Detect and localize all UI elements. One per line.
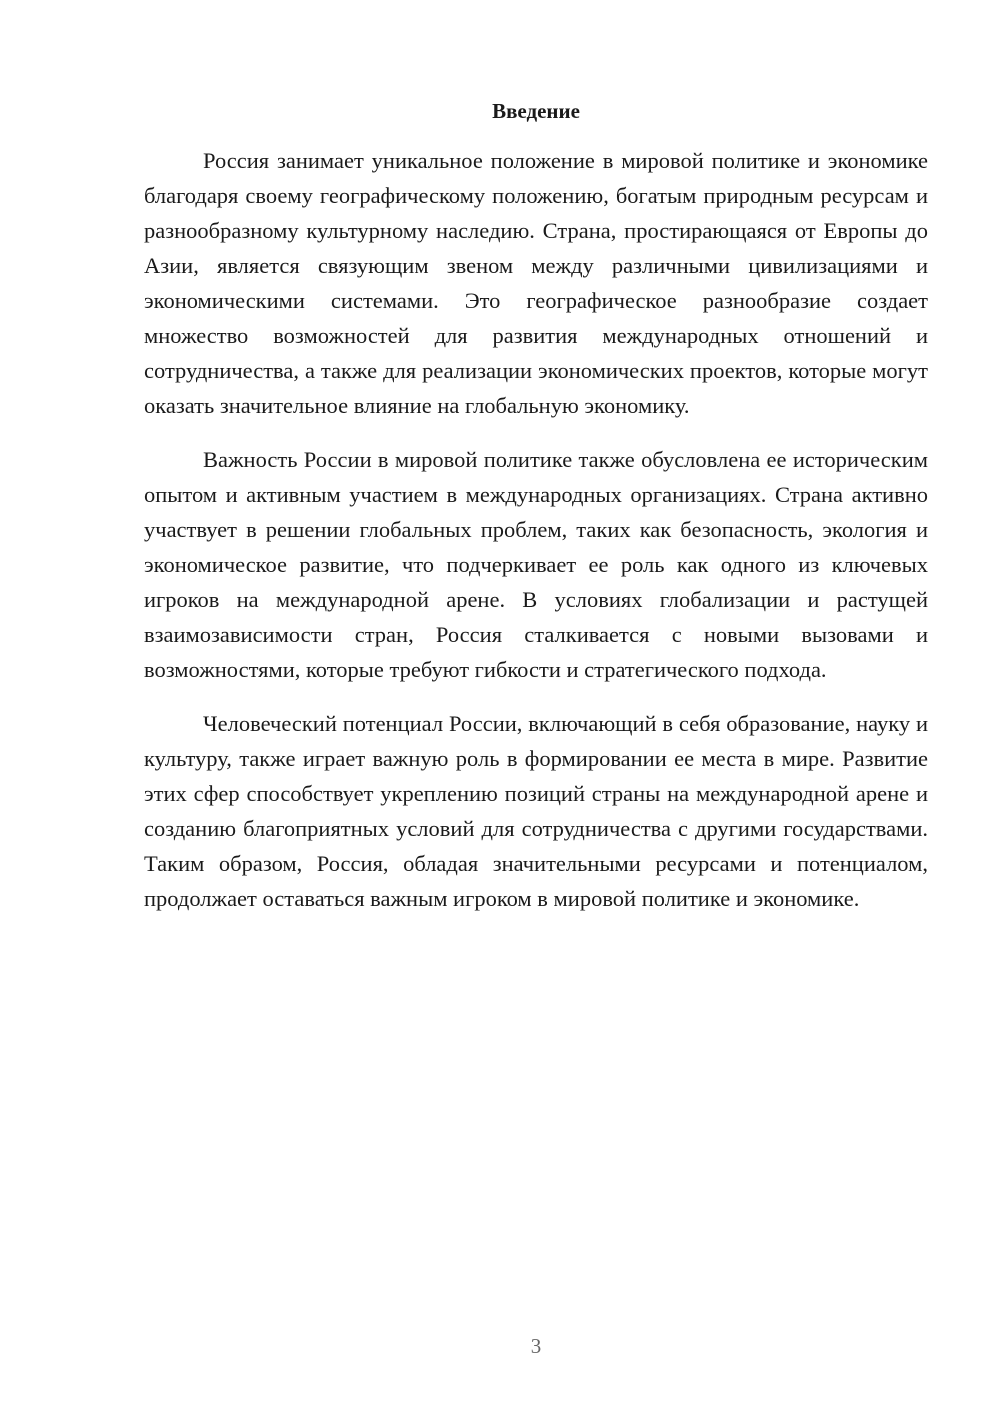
paragraph-2: Важность России в мировой политике также обусловлена ее историческим опытом и активным участием в международных организациях. Страна активно участвует в решении глобальных проблем, таких как безопасность, экология и экономическое развитие, что подчеркивает ее роль как одного из ключевых игроков на международной арене. В условиях глобализации и растущей взаимозависимости стран, Россия сталкивается с новыми вызовами и возможностями, которые требуют гибкости и стратегического подхода. (144, 447, 928, 682)
paragraph-1: Россия занимает уникальное положение в мировой политике и экономике благодаря своему географическому положению, богатым природным ресурсам и разнообразному культурному наследию. Страна, простирающаяся от Европы до Азии, является связующим звеном между различными цивилизациями и экономическими системами. Это географическое разнообразие создает множество возможностей для развития международных отношений и сотрудничества, а также для реализации экономических проектов, которые могут оказать значительное влияние на глобальную экономику. (144, 148, 928, 418)
page-title: Введение (492, 99, 580, 123)
page-number: 3 (530, 1334, 542, 1358)
document-body (144, 143, 928, 935)
paragraph-3: Человеческий потенциал России, включающий в себя образование, науку и культуру, также играет важную роль в формировании ее места в мире. Развитие этих сфер способствует укреплению позиций страны на международной арене и созданию благоприятных условий для сотрудничества с другими государствами. Таким образом, Россия, обладая значительными ресурсами и потенциалом, продолжает оставаться важным игроком в мировой политике и экономике. (144, 711, 928, 911)
